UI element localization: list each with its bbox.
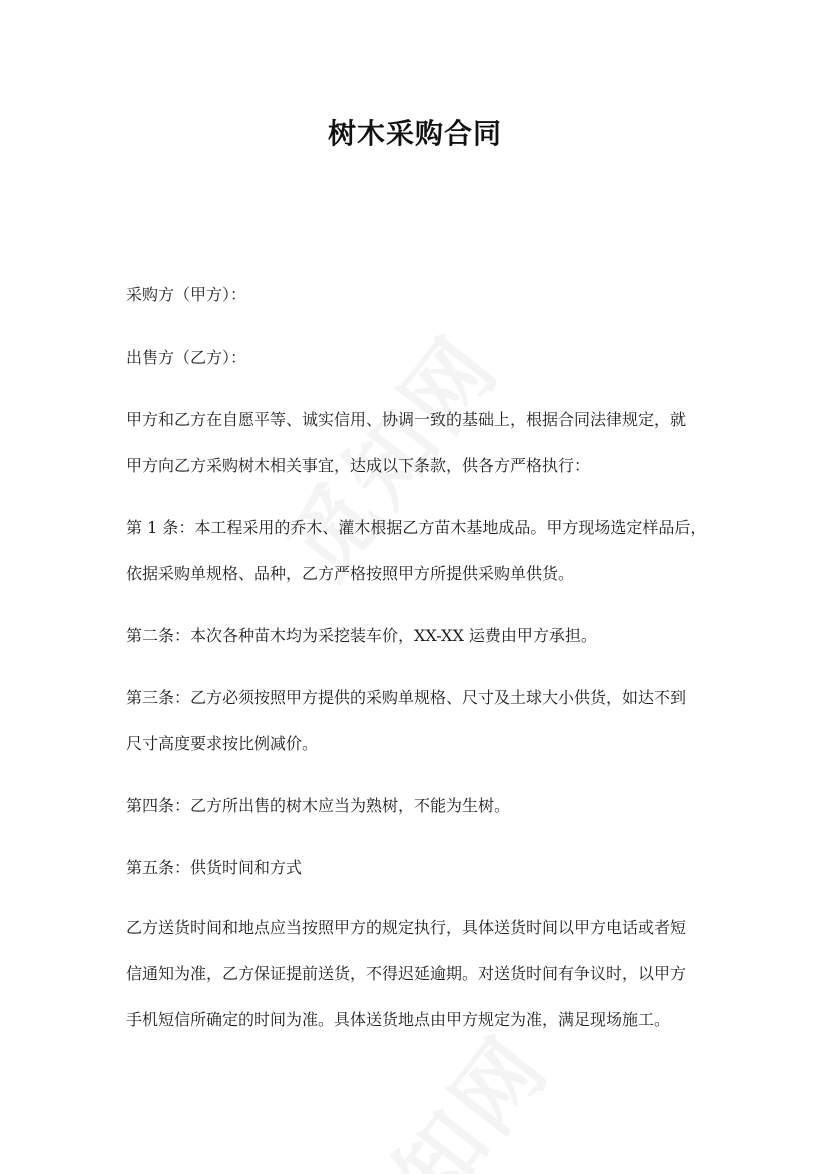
document-title: 树木采购合同 <box>327 117 502 150</box>
clause-2-line: 第二条：本次各种苗木均为采挖装车价，XX-XX 运费由甲方承担。 <box>126 626 597 645</box>
clause-4-line: 第四条：乙方所出售的树木应当为熟树，不能为生树。 <box>126 796 511 815</box>
party-b-line: 出售方（乙方）： <box>126 348 247 367</box>
clause-5-heading: 第五条：供货时间和方式 <box>126 858 303 877</box>
party-a-line: 采购方（甲方）： <box>126 285 247 304</box>
clause-3-line-1: 第三条：乙方必须按照甲方提供的采购单规格、尺寸及土球大小供货，如达不到 <box>126 688 687 707</box>
preamble-line-2: 甲方向乙方采购树木相关事宜，达成以下条款，供各方严格执行： <box>126 456 591 475</box>
watermark <box>304 1005 572 1174</box>
clause-5-line-2: 信通知为准，乙方保证提前送货，不得迟延逾期。对送货时间有争议时，以甲方 <box>126 964 687 983</box>
clause-5-line-3: 手机短信所确定的时间为准。具体送货地点由甲方规定为准，满足现场施工。 <box>126 1010 671 1029</box>
clause-1-line-2: 依据采购单规格、品种，乙方严格按照甲方所提供采购单供货。 <box>126 564 575 583</box>
clause-1-line-1: 第 1 条：本工程采用的乔木、灌木根据乙方苗木基地成品。甲方现场选定样品后， <box>126 518 707 537</box>
preamble-line-1: 甲方和乙方在自愿平等、诚实信用、协调一致的基础上，根据合同法律规定，就 <box>126 410 687 429</box>
clause-3-line-2: 尺寸高度要求按比例减价。 <box>126 734 319 753</box>
clause-5-line-1: 乙方送货时间和地点应当按照甲方的规定执行，具体送货时间以甲方电话或者短 <box>126 918 687 937</box>
